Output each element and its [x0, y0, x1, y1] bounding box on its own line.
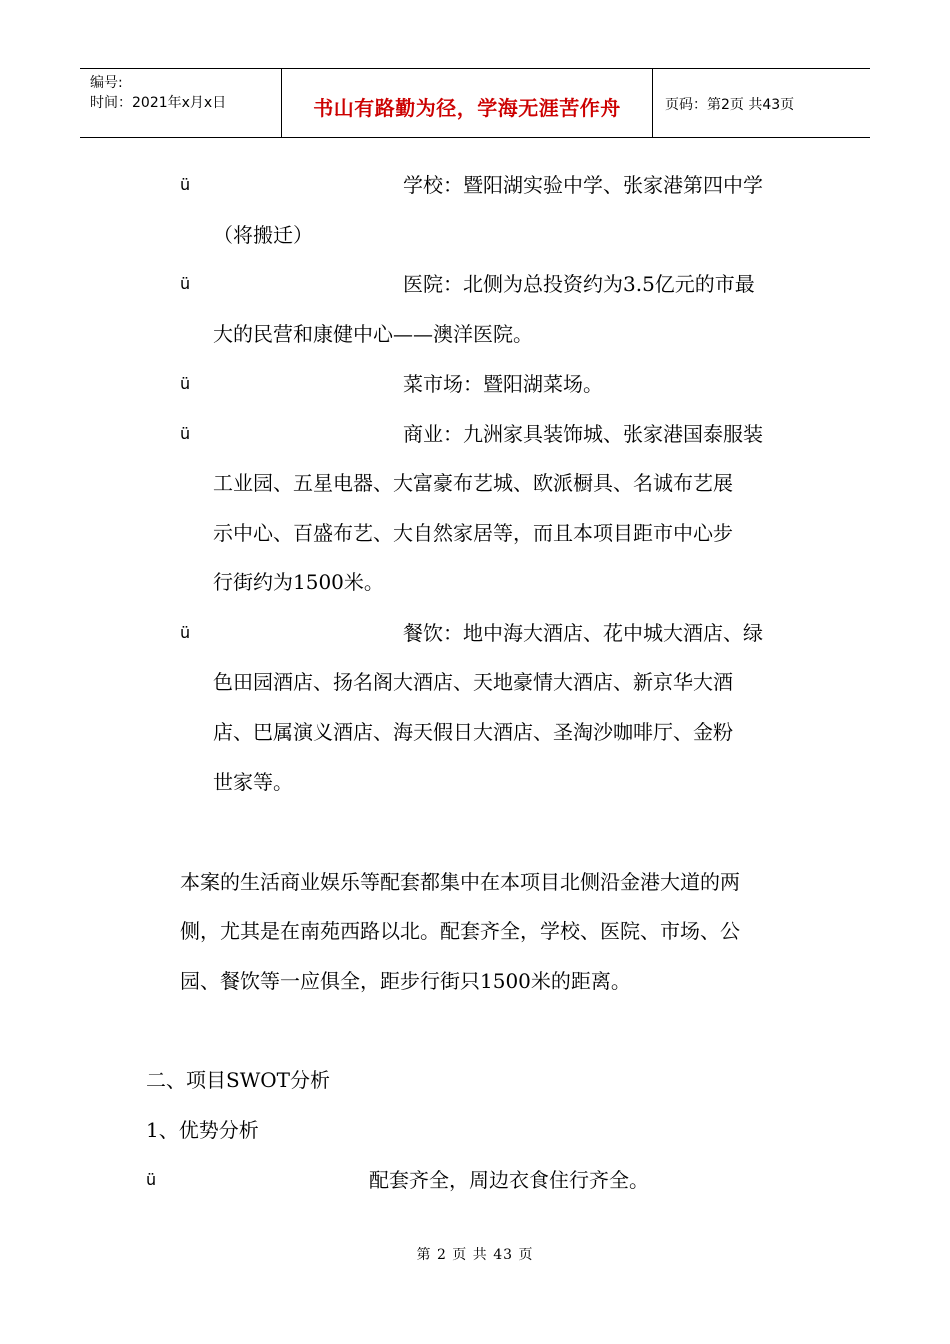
list-item-market: 菜市场：暨阳湖菜场。: [403, 372, 603, 396]
advantage-item: 配套齐全，周边衣食住行齐全。: [369, 1168, 649, 1192]
page-footer: 第 2 页 共 43 页: [416, 1247, 534, 1263]
bullet-icon: ü: [180, 274, 191, 293]
list-item-school: 学校：暨阳湖实验中学、张家港第四中学: [403, 173, 763, 197]
section-title: 二、项目SWOT分析: [146, 1068, 330, 1092]
header-right-cell: [653, 69, 870, 137]
header-left-cell: [80, 69, 282, 137]
document-time: 时间：2021年x月x日: [90, 95, 227, 111]
list-item-continuation: 工业园、五星电器、大富豪布艺城、欧派橱具、名诚布艺展: [213, 471, 733, 495]
paragraph-line: 本案的生活商业娱乐等配套都集中在本项目北侧沿金港大道的两: [180, 870, 740, 894]
list-item-commerce: 商业：九洲家具装饰城、张家港国泰服装: [403, 422, 763, 446]
bullet-icon: ü: [180, 175, 191, 194]
list-item-continuation: 色田园酒店、扬名阁大酒店、天地豪情大酒店、新京华大酒: [213, 670, 733, 694]
bullet-icon: ü: [180, 623, 191, 642]
bullet-icon: ü: [180, 424, 191, 443]
paragraph-line: 园、餐饮等一应俱全，距步行街只1500米的距离。: [180, 969, 631, 993]
paragraph-line: 侧，尤其是在南苑西路以北。配套齐全，学校、医院、市场、公: [180, 919, 740, 943]
subsection-title: 1、优势分析: [146, 1118, 259, 1142]
page-header: [80, 68, 870, 138]
header-middle-cell: [282, 69, 653, 137]
list-item-continuation: 示中心、百盛布艺、大自然家居等，而且本项目距市中心步: [213, 521, 733, 545]
document-code: 编号:: [90, 75, 123, 91]
list-item-continuation: 行街约为1500米。: [213, 570, 384, 594]
list-item-hospital: 医院：北侧为总投资约为3.5亿元的市最: [403, 272, 755, 296]
bullet-icon: ü: [146, 1170, 157, 1189]
bullet-icon: ü: [180, 374, 191, 393]
list-item-continuation: 大的民营和康健中心——澳洋医院。: [213, 322, 533, 346]
list-item-continuation: 世家等。: [213, 770, 293, 794]
list-item-continuation: 店、巴属演义酒店、海天假日大酒店、圣淘沙咖啡厅、金粉: [213, 720, 733, 744]
list-item-continuation: （将搬迁）: [213, 223, 313, 247]
list-item-dining: 餐饮：地中海大酒店、花中城大酒店、绿: [403, 621, 763, 645]
header-motto: 书山有路勤为径，学海无涯苦作舟: [313, 96, 621, 120]
header-page-number: 页码：第2页 共43页: [665, 97, 795, 113]
